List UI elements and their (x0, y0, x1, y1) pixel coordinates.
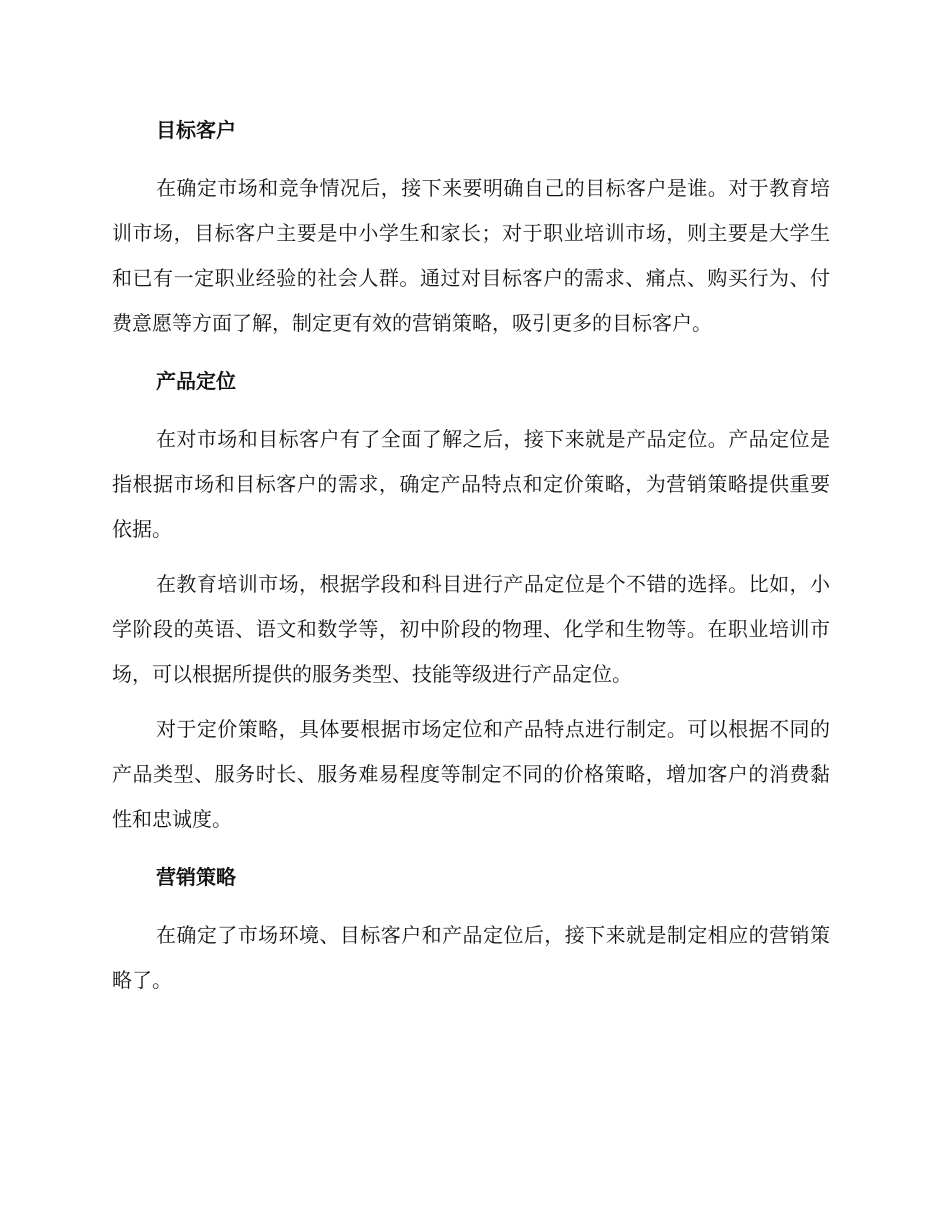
paragraph-marketing-strategy: 在确定了市场环境、目标客户和产品定位后，接下来就是制定相应的营销策略了。 (112, 923, 830, 992)
paragraph-pricing-strategy: 对于定价策略，具体要根据市场定位和产品特点进行制定。可以根据不同的产品类型、服务时长、服务难易程度等制定不同的价格策略，增加客户的消费黏性和忠诚度。 (112, 717, 830, 831)
paragraph-product-positioning-definition: 在对市场和目标客户有了全面了解之后，接下来就是产品定位。产品定位是指根据市场和目标客户的需求，确定产品特点和定价策略，为营销策略提供重要依据。 (112, 427, 830, 541)
section-heading-target-customers: 目标客户 (156, 118, 236, 142)
section-heading-marketing-strategy: 营销策略 (156, 865, 236, 889)
paragraph-target-customers: 在确定市场和竞争情况后，接下来要明确自己的目标客户是谁。对于教育培训市场，目标客户主要是中小学生和家长；对于职业培训市场，则主要是大学生和已有一定职业经验的社会人群。通过对目标客户的需求、痛点、购买行为、付费意愿等方面了解，制定更有效的营销策略，吸引更多的目标客户。 (112, 176, 830, 335)
section-heading-product-positioning: 产品定位 (156, 369, 236, 393)
document-content (112, 110, 830, 1003)
paragraph-product-positioning-education: 在教育培训市场，根据学段和科目进行产品定位是个不错的选择。比如，小学阶段的英语、语文和数学等，初中阶段的物理、化学和生物等。在职业培训市场，可以根据所提供的服务类型、技能等级进行产品定位。 (112, 572, 830, 686)
